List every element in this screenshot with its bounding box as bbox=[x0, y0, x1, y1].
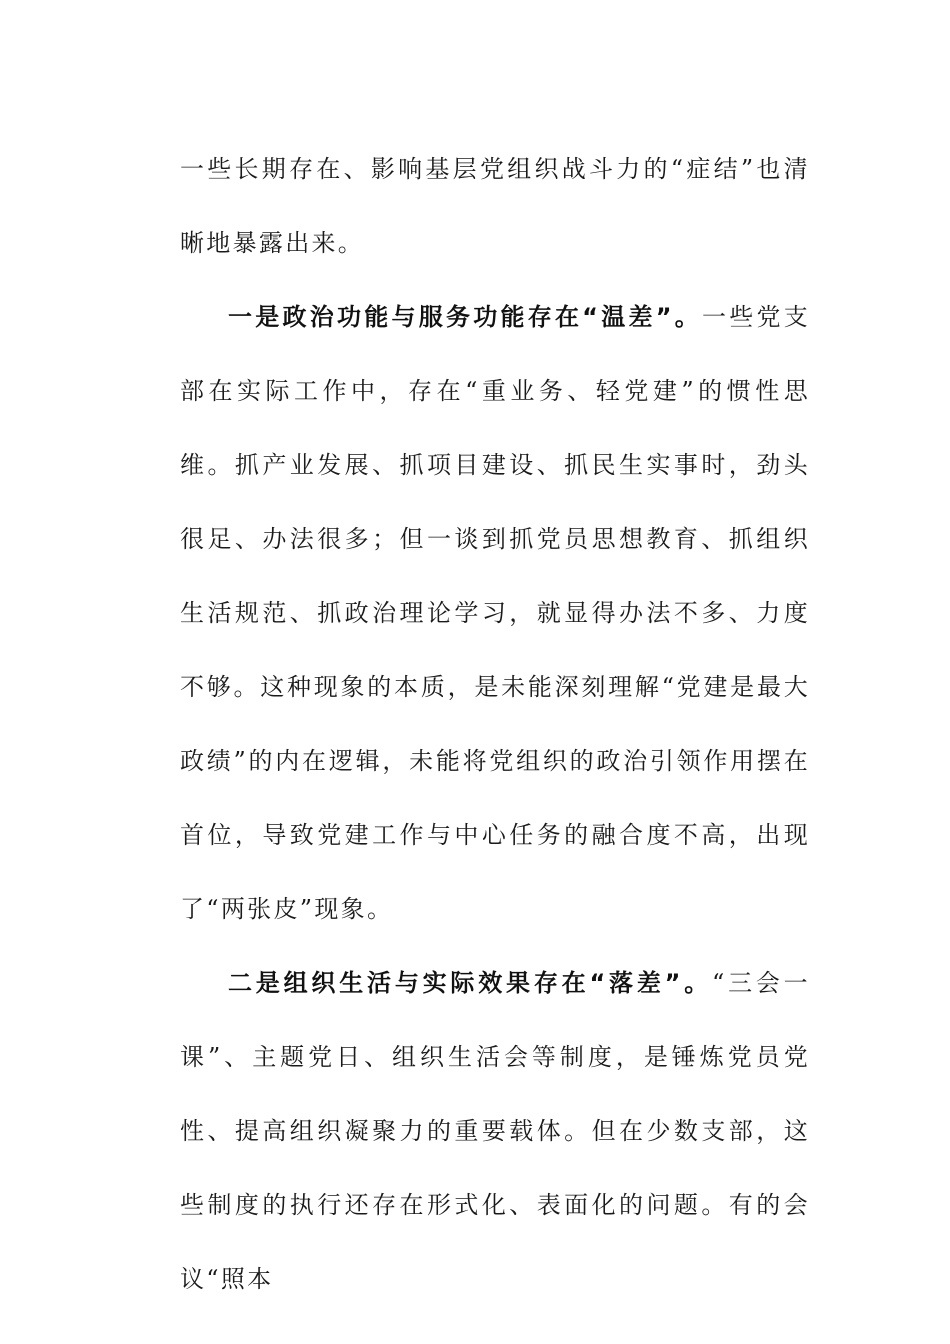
paragraph-continuation bbox=[180, 132, 810, 280]
paragraph-political-function bbox=[180, 280, 810, 946]
paragraph-text: 一些长期存在、影响基层党组织战斗力的“症结”也清晰地暴露出来。 bbox=[180, 155, 810, 257]
paragraph-text: “三会一课”、主题党日、组织生活会等制度，是锤炼党员党性、提高组织凝聚力的重要载体。但在少数支部，这些制度的执行还存在形式化、表面化的问题。有的会议“照本 bbox=[180, 969, 810, 1293]
paragraph-text: 一些党支部在实际工作中，存在“重业务、轻党建”的惯性思维。抓产业发展、抓项目建设、抓民生实事时，劲头很足、办法很多；但一谈到抓党员思想教育、抓组织生活规范、抓政治理论学习，就显得办法不多、力度不够。这种现象的本质，是未能深刻理解“党建是最大政绩”的内在逻辑，未能将党组织的政治引领作用摆在首位，导致党建工作与中心任务的融合度不高，出现了“两张皮”现象。 bbox=[180, 303, 811, 923]
paragraph-lead-heading: 一是政治功能与服务功能存在“温差”。 bbox=[228, 303, 702, 331]
paragraph-lead-heading: 二是组织生活与实际效果存在“落差”。 bbox=[228, 969, 712, 997]
paragraph-organizational-life bbox=[180, 946, 810, 1316]
document-body bbox=[180, 132, 810, 1316]
